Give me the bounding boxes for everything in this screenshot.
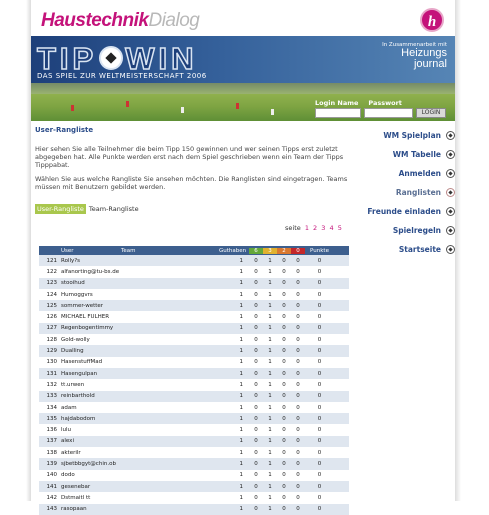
table-row — [39, 481, 349, 492]
user-cell[interactable]: HasenstuffMad — [61, 359, 103, 366]
table-row — [39, 266, 349, 277]
guthaben-cell: 1 — [239, 257, 243, 264]
table-row — [39, 289, 349, 300]
points-2-cell: 0 — [282, 506, 286, 513]
partner-caption: In Zusammenarbeit mit — [382, 42, 447, 48]
guthaben-cell: 1 — [239, 472, 243, 479]
nav-label: Ranglisten — [395, 188, 441, 197]
pagination — [285, 224, 342, 232]
points-0-cell: 0 — [296, 438, 300, 445]
points-3-cell: 1 — [268, 483, 272, 490]
punkte-cell: 0 — [317, 483, 322, 490]
rank-cell: 140 — [46, 472, 57, 479]
punkte-cell: 0 — [317, 268, 322, 275]
guthaben-cell: 1 — [239, 494, 243, 501]
points-3-cell: 1 — [268, 268, 272, 275]
page-link-5[interactable]: 5 — [337, 224, 342, 232]
guthaben-cell: 1 — [239, 370, 243, 377]
points-2-cell: 0 — [282, 257, 286, 264]
table-row — [39, 278, 349, 289]
rank-cell: 121 — [46, 257, 57, 264]
page-shadow-right — [455, 0, 461, 501]
points-3-cell: 1 — [268, 280, 272, 287]
rank-cell: 138 — [46, 449, 57, 456]
points-3-cell: 1 — [268, 359, 272, 366]
punkte-cell: 0 — [317, 393, 322, 400]
points-0-cell: 0 — [296, 449, 300, 456]
guthaben-cell: 1 — [239, 393, 243, 400]
football-icon — [446, 245, 455, 254]
points-3-cell: 1 — [268, 404, 272, 411]
user-cell[interactable]: adam — [61, 404, 77, 411]
punkte-cell: 0 — [317, 302, 322, 309]
points-3-cell: 1 — [268, 336, 272, 343]
points-0-cell: 0 — [296, 494, 300, 501]
rank-cell: 125 — [46, 302, 57, 309]
points-6-cell: 0 — [254, 449, 258, 456]
main-nav — [351, 126, 455, 259]
rank-cell: 134 — [46, 404, 57, 411]
table-body — [39, 255, 349, 515]
points-6-cell: 0 — [254, 393, 258, 400]
title-left: TIP — [37, 41, 98, 76]
rank-cell: 131 — [46, 370, 57, 377]
user-cell[interactable]: tt.urwen — [61, 381, 85, 388]
page-title: User-Rangliste — [35, 126, 94, 134]
rank-cell: 139 — [46, 460, 57, 467]
guthaben-cell: 1 — [239, 302, 243, 309]
points-0-cell: 0 — [296, 393, 300, 400]
header-6-points: 6 — [249, 248, 263, 254]
points-6-cell: 0 — [254, 370, 258, 377]
points-6-cell: 0 — [254, 302, 258, 309]
points-6-cell: 0 — [254, 280, 258, 287]
points-0-cell: 0 — [296, 460, 300, 467]
points-6-cell: 0 — [254, 336, 258, 343]
user-cell[interactable]: Hasengulpan — [61, 370, 98, 377]
page-link-3[interactable]: 3 — [321, 224, 326, 232]
points-2-cell: 0 — [282, 483, 286, 490]
football-icon — [99, 46, 123, 70]
logo-badge-icon: h — [420, 8, 444, 32]
nav-item-wm-spielplan[interactable] — [351, 126, 455, 145]
points-2-cell: 0 — [282, 449, 286, 456]
nav-item-spielregeln[interactable] — [351, 221, 455, 240]
points-0-cell: 0 — [296, 336, 300, 343]
user-cell[interactable]: Gold-wolly — [61, 336, 90, 343]
header-2-points: 2 — [277, 248, 291, 254]
points-6-cell: 0 — [254, 506, 258, 513]
football-icon — [446, 207, 455, 216]
table-row — [39, 402, 349, 413]
user-cell[interactable]: gesenebar — [61, 483, 91, 490]
header-team: Team — [121, 247, 136, 254]
punkte-cell: 0 — [317, 325, 322, 332]
header-user: User — [61, 247, 74, 254]
header-3-points: 3 — [263, 248, 277, 254]
player-figure — [126, 101, 129, 107]
points-6-cell: 0 — [254, 415, 258, 422]
punkte-cell: 0 — [317, 381, 322, 388]
guthaben-cell: 1 — [239, 460, 243, 467]
partner-name-2: journal — [413, 58, 447, 70]
points-0-cell: 0 — [296, 268, 300, 275]
football-icon — [446, 169, 455, 178]
guthaben-cell: 1 — [239, 438, 243, 445]
punkte-cell: 0 — [317, 404, 322, 411]
tab-user-rangliste[interactable]: User-Rangliste — [37, 205, 84, 213]
guthaben-cell: 1 — [239, 291, 243, 298]
points-3-cell: 1 — [268, 415, 272, 422]
table-row — [39, 413, 349, 424]
points-2-cell: 0 — [282, 494, 286, 501]
punkte-cell: 0 — [317, 449, 322, 456]
main-content — [35, 126, 353, 232]
points-0-cell: 0 — [296, 404, 300, 411]
punkte-cell: 0 — [317, 291, 322, 298]
points-2-cell: 0 — [282, 381, 286, 388]
points-0-cell: 0 — [296, 506, 300, 513]
tab-team-rangliste[interactable]: Team-Rangliste — [88, 205, 139, 213]
points-3-cell: 1 — [268, 460, 272, 467]
points-2-cell: 0 — [282, 370, 286, 377]
nav-label: WM Tabelle — [392, 150, 441, 159]
rank-cell: 122 — [46, 268, 57, 275]
points-3-cell: 1 — [268, 506, 272, 513]
table-row — [39, 458, 349, 469]
guthaben-cell: 1 — [239, 336, 243, 343]
table-row — [39, 436, 349, 447]
rank-cell: 132 — [46, 381, 57, 388]
points-6-cell: 0 — [254, 472, 258, 479]
nav-label: Spielregeln — [392, 226, 441, 235]
table-row — [39, 368, 349, 379]
table-row — [39, 311, 349, 322]
points-6-cell: 0 — [254, 438, 258, 445]
logo-sub-text: Dialog — [148, 10, 200, 31]
user-cell[interactable]: Rolly?s — [61, 257, 81, 264]
points-0-cell: 0 — [296, 257, 300, 264]
punkte-cell: 0 — [317, 280, 322, 287]
points-2-cell: 0 — [282, 415, 286, 422]
points-3-cell: 1 — [268, 291, 272, 298]
points-3-cell: 1 — [268, 393, 272, 400]
player-figure — [271, 109, 274, 115]
table-row — [39, 357, 349, 368]
points-2-cell: 0 — [282, 325, 286, 332]
pager-label: seite — [285, 224, 301, 232]
guthaben-cell: 1 — [239, 506, 243, 513]
points-2-cell: 0 — [282, 348, 286, 355]
table-row — [39, 424, 349, 435]
player-figure — [236, 103, 239, 109]
points-0-cell: 0 — [296, 381, 300, 388]
points-2-cell: 0 — [282, 460, 286, 467]
header-0-points: 0 — [291, 248, 305, 254]
rank-cell: 142 — [46, 494, 57, 501]
points-0-cell: 0 — [296, 302, 300, 309]
points-6-cell: 0 — [254, 314, 258, 321]
header-punkte: Punkte — [310, 247, 329, 254]
user-cell[interactable]: Dualling — [61, 348, 84, 355]
table-row — [39, 323, 349, 334]
punkte-cell: 0 — [317, 415, 322, 422]
page — [31, 0, 455, 513]
points-0-cell: 0 — [296, 314, 300, 321]
points-6-cell: 0 — [254, 427, 258, 434]
user-cell[interactable]: Humoggvrs — [61, 291, 93, 298]
guthaben-cell: 1 — [239, 427, 243, 434]
points-6-cell: 0 — [254, 291, 258, 298]
punkte-cell: 0 — [317, 314, 322, 321]
user-cell[interactable]: Dstmaitl tt — [61, 494, 91, 501]
login-button[interactable]: LOGIN — [416, 108, 446, 118]
ranking-tabs — [35, 205, 139, 213]
rank-cell: 123 — [46, 280, 57, 287]
title-right: WIN — [125, 41, 198, 76]
table-row — [39, 334, 349, 345]
nav-item-ranglisten[interactable] — [351, 183, 455, 202]
partner-logo — [382, 42, 447, 70]
rank-cell: 129 — [46, 348, 57, 355]
points-2-cell: 0 — [282, 280, 286, 287]
rank-cell: 126 — [46, 314, 57, 321]
points-3-cell: 1 — [268, 427, 272, 434]
points-2-cell: 0 — [282, 438, 286, 445]
user-cell[interactable]: alfanorting@tu-bs.de — [61, 268, 120, 275]
banner-subtitle: DAS SPIEL ZUR WELTMEISTERSCHAFT 2006 — [37, 72, 207, 80]
page-link-1[interactable]: 1 — [304, 224, 309, 232]
points-2-cell: 0 — [282, 472, 286, 479]
guthaben-cell: 1 — [239, 415, 243, 422]
points-3-cell: 1 — [268, 348, 272, 355]
punkte-cell: 0 — [317, 336, 322, 343]
player-figure — [71, 105, 74, 111]
points-2-cell: 0 — [282, 404, 286, 411]
punkte-cell: 0 — [317, 370, 322, 377]
guthaben-cell: 1 — [239, 449, 243, 456]
site-header — [31, 0, 455, 36]
nav-item-wm-tabelle[interactable] — [351, 145, 455, 164]
login-name-label: Login Name — [315, 99, 359, 107]
guthaben-cell: 1 — [239, 348, 243, 355]
user-cell[interactable]: MICHAEL FULHER — [61, 314, 110, 321]
points-2-cell: 0 — [282, 336, 286, 343]
points-2-cell: 0 — [282, 314, 286, 321]
player-figure — [181, 107, 184, 113]
points-6-cell: 0 — [254, 359, 258, 366]
points-2-cell: 0 — [282, 291, 286, 298]
football-icon — [446, 188, 455, 197]
points-3-cell: 1 — [268, 325, 272, 332]
user-cell[interactable]: Regenbogentimmy — [61, 325, 114, 332]
points-6-cell: 0 — [254, 268, 258, 275]
rank-cell: 127 — [46, 325, 57, 332]
punkte-cell: 0 — [317, 348, 322, 355]
punkte-cell: 0 — [317, 472, 322, 479]
points-3-cell: 1 — [268, 494, 272, 501]
points-0-cell: 0 — [296, 370, 300, 377]
punkte-cell: 0 — [317, 460, 322, 467]
points-0-cell: 0 — [296, 280, 300, 287]
guthaben-cell: 1 — [239, 359, 243, 366]
site-logo[interactable] — [41, 10, 199, 32]
points-3-cell: 1 — [268, 381, 272, 388]
punkte-cell: 0 — [317, 506, 322, 513]
punkte-cell: 0 — [317, 359, 322, 366]
guthaben-cell: 1 — [239, 280, 243, 287]
points-6-cell: 0 — [254, 483, 258, 490]
login-labels — [315, 99, 412, 107]
points-0-cell: 0 — [296, 415, 300, 422]
points-6-cell: 0 — [254, 348, 258, 355]
password-input[interactable] — [364, 108, 413, 118]
logo-main-text: Haustechnik — [41, 10, 149, 31]
user-cell[interactable]: sommer-wetter — [61, 302, 104, 309]
points-3-cell: 1 — [268, 370, 272, 377]
points-2-cell: 0 — [282, 302, 286, 309]
nav-label: WM Spielplan — [383, 131, 441, 140]
nav-item-startseite[interactable] — [351, 240, 455, 259]
table-row — [39, 447, 349, 458]
nav-item-anmelden[interactable] — [351, 164, 455, 183]
nav-label: Freunde einladen — [367, 207, 441, 216]
points-0-cell: 0 — [296, 359, 300, 366]
nav-label: Startseite — [398, 245, 441, 254]
intro-text: Hier sehen Sie alle Teilnehmer die beim Tipp 150 gewinnen und wer seinen Tipps erst zuletzt abgegeben hat. Alle Punkte werden erst nach dem Spiel geschrieben wenn ein Team der Tipps Tipppabat. — [35, 145, 344, 169]
guthaben-cell: 1 — [239, 314, 243, 321]
login-name-input[interactable] — [315, 108, 361, 118]
points-0-cell: 0 — [296, 325, 300, 332]
user-cell[interactable]: rasopaan — [61, 506, 87, 513]
user-cell[interactable]: hajdabodom — [61, 415, 96, 422]
punkte-cell: 0 — [317, 257, 322, 264]
guthaben-cell: 1 — [239, 483, 243, 490]
page-link-2[interactable]: 2 — [313, 224, 318, 232]
points-6-cell: 0 — [254, 381, 258, 388]
football-icon — [446, 131, 455, 140]
rank-cell: 141 — [46, 483, 57, 490]
tipwin-banner — [31, 36, 455, 83]
user-cell[interactable]: akterilr — [61, 449, 81, 456]
points-0-cell: 0 — [296, 427, 300, 434]
user-cell[interactable]: sjbetbbgyt@chin.ob — [61, 460, 116, 467]
table-row — [39, 470, 349, 481]
rank-cell: 133 — [46, 393, 57, 400]
rank-cell: 128 — [46, 336, 57, 343]
user-cell[interactable]: alexi — [61, 438, 74, 445]
punkte-cell: 0 — [317, 438, 322, 445]
points-2-cell: 0 — [282, 427, 286, 434]
points-3-cell: 1 — [268, 302, 272, 309]
points-6-cell: 0 — [254, 460, 258, 467]
page-link-4[interactable]: 4 — [329, 224, 334, 232]
user-cell[interactable]: dodo — [61, 472, 75, 479]
punkte-cell: 0 — [317, 427, 322, 434]
rank-cell: 137 — [46, 438, 57, 445]
header-guthaben: Guthaben — [219, 247, 247, 254]
password-label: Passwort — [368, 99, 402, 107]
guthaben-cell: 1 — [239, 404, 243, 411]
ranking-table — [39, 246, 349, 515]
punkte-cell: 0 — [317, 494, 322, 501]
rank-cell: 136 — [46, 427, 57, 434]
points-6-cell: 0 — [254, 494, 258, 501]
nav-label: Anmelden — [398, 169, 441, 178]
points-3-cell: 1 — [268, 314, 272, 321]
points-3-cell: 1 — [268, 257, 272, 264]
points-0-cell: 0 — [296, 472, 300, 479]
points-3-cell: 1 — [268, 449, 272, 456]
points-3-cell: 1 — [268, 438, 272, 445]
table-row — [39, 379, 349, 390]
rank-cell: 143 — [46, 506, 57, 513]
rank-cell: 135 — [46, 415, 57, 422]
guthaben-cell: 1 — [239, 268, 243, 275]
points-2-cell: 0 — [282, 393, 286, 400]
user-cell[interactable]: stooihud — [61, 280, 85, 287]
table-row — [39, 345, 349, 356]
points-0-cell: 0 — [296, 291, 300, 298]
football-icon — [446, 226, 455, 235]
table-row — [39, 492, 349, 503]
points-6-cell: 0 — [254, 325, 258, 332]
user-cell[interactable]: lulu — [61, 427, 72, 434]
table-row — [39, 391, 349, 402]
points-2-cell: 0 — [282, 359, 286, 366]
points-3-cell: 1 — [268, 472, 272, 479]
table-row — [39, 255, 349, 266]
points-0-cell: 0 — [296, 483, 300, 490]
guthaben-cell: 1 — [239, 325, 243, 332]
points-6-cell: 0 — [254, 404, 258, 411]
football-icon — [446, 150, 455, 159]
partner-name-1: Heizungs — [401, 47, 447, 59]
table-row — [39, 300, 349, 311]
nav-item-freunde-einladen[interactable] — [351, 202, 455, 221]
points-0-cell: 0 — [296, 348, 300, 355]
guthaben-cell: 1 — [239, 381, 243, 388]
points-2-cell: 0 — [282, 268, 286, 275]
table-row — [39, 504, 349, 515]
points-6-cell: 0 — [254, 257, 258, 264]
user-cell[interactable]: reinbarthold — [61, 393, 95, 400]
rank-cell: 124 — [46, 291, 57, 298]
rank-cell: 130 — [46, 359, 57, 366]
table-header — [39, 246, 349, 255]
info-text: Wählen Sie aus welche Rangliste Sie ansehen möchten. Die Ranglisten sind eingetragen. Teams müssen mit Benutzern gebildet werden. — [35, 175, 348, 191]
